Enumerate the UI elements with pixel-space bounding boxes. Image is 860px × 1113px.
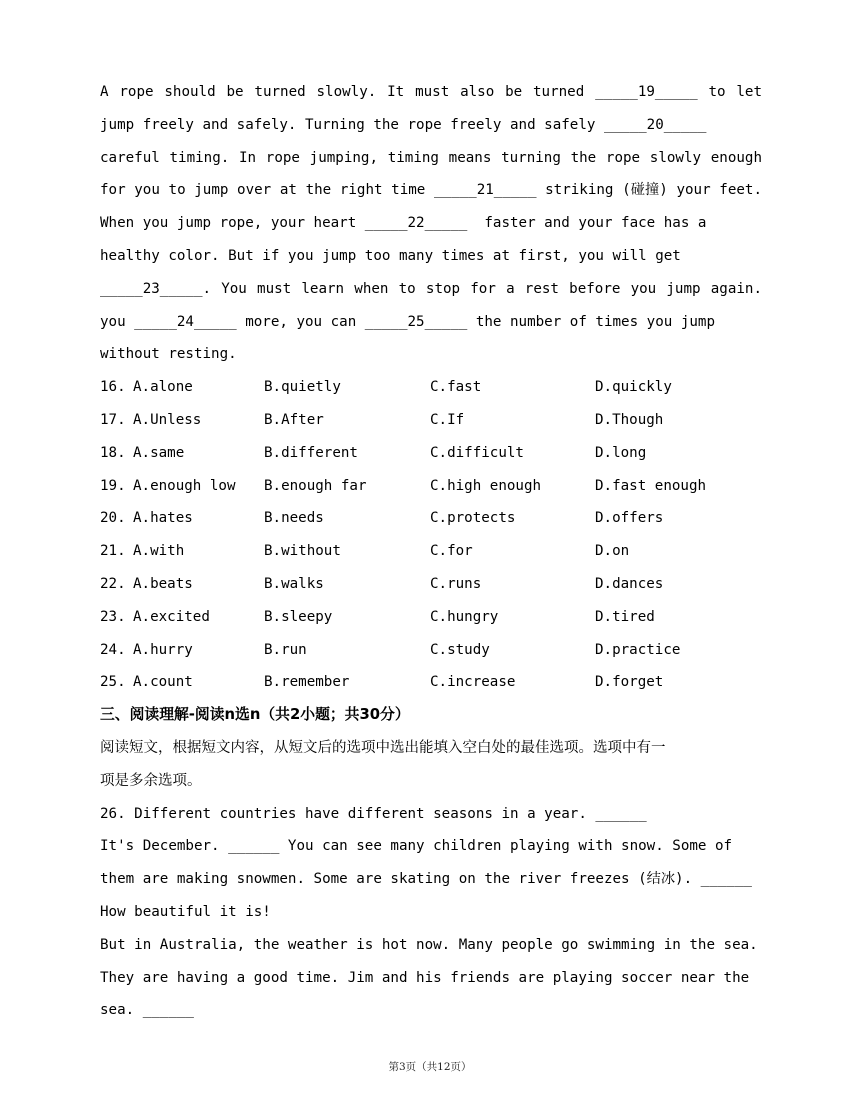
option-a: A.same xyxy=(133,444,185,461)
question-options-row xyxy=(100,535,762,568)
option-a: A.alone xyxy=(133,379,193,396)
section-heading: 三、阅读理解-阅读n选n（共2小题；共30分） xyxy=(100,706,410,724)
option-b: B.sleepy xyxy=(264,608,333,625)
option-b: B.without xyxy=(264,543,341,560)
passage-line: healthy color. But if you jump too many times at first, you will get xyxy=(100,247,681,264)
question-number: 19. xyxy=(100,477,126,494)
question-options-row xyxy=(100,404,762,437)
passage-line: without resting. xyxy=(100,346,237,363)
question-options-row xyxy=(100,470,762,503)
passage-line: When you jump rope, your heart _____22_____ faster and your face has a xyxy=(100,215,707,232)
question-number: 17. xyxy=(100,411,126,428)
option-d: D.forget xyxy=(595,674,664,691)
page-content xyxy=(100,76,762,1027)
option-b: B.run xyxy=(264,641,307,658)
question-number: 20. xyxy=(100,510,126,527)
option-d: D.on xyxy=(595,543,630,560)
option-b: B.quietly xyxy=(264,379,341,396)
option-a: A.with xyxy=(133,543,185,560)
question-number: 25. xyxy=(100,674,126,691)
option-a: A.hurry xyxy=(133,641,193,658)
option-d: D.fast enough xyxy=(595,477,707,494)
option-d: D.offers xyxy=(595,510,664,527)
option-c: C.increase xyxy=(430,674,516,691)
option-a: A.count xyxy=(133,674,193,691)
question-number: 16. xyxy=(100,379,126,396)
options-list xyxy=(100,371,762,699)
page-footer: 第3页（共12页） xyxy=(388,1061,472,1073)
section-instructions-line: 阅读短文，根据短文内容，从短文后的选项中选出能填入空白处的最佳选项。选项中有一 xyxy=(100,739,666,756)
option-c: C.high enough xyxy=(430,477,542,494)
option-c: C.fast xyxy=(430,379,482,396)
cloze-passage xyxy=(100,76,762,371)
option-b: B.enough far xyxy=(264,477,367,494)
option-c: C.protects xyxy=(430,510,516,527)
option-a: A.enough low xyxy=(133,477,236,494)
passage-line: for you to jump over at the right time _____21_____ striking (碰撞) your feet. xyxy=(100,182,762,199)
option-a: A.beats xyxy=(133,575,193,592)
option-c: C.study xyxy=(430,641,490,658)
option-c: C.hungry xyxy=(430,608,499,625)
question-options-row xyxy=(100,568,762,601)
option-c: C.runs xyxy=(430,575,482,592)
passage-line: 26. Different countries have different seasons in a year. ______ xyxy=(100,805,647,822)
passage-line: them are making snowmen. Some are skating on the river freezes (结冰). ______ xyxy=(100,871,752,888)
question-number: 22. xyxy=(100,575,126,592)
question-options-row xyxy=(100,437,762,470)
option-b: B.walks xyxy=(264,575,324,592)
option-a: A.excited xyxy=(133,608,210,625)
passage-line: _____23_____. You must learn when to stop for a rest before you jump again. xyxy=(100,280,762,297)
passage-line: you _____24_____ more, you can _____25_____ the number of times you jump xyxy=(100,313,715,330)
option-d: D.dances xyxy=(595,575,664,592)
option-d: D.quickly xyxy=(595,379,672,396)
option-c: C.for xyxy=(430,543,473,560)
question-number: 18. xyxy=(100,444,126,461)
passage-line: But in Australia, the weather is hot now. Many people go swimming in the sea. xyxy=(100,936,758,953)
question-number: 24. xyxy=(100,641,126,658)
question-options-row xyxy=(100,601,762,634)
passage-line: How beautiful it is! xyxy=(100,903,271,920)
question-number: 21. xyxy=(100,543,126,560)
option-c: C.difficult xyxy=(430,444,524,461)
passage-line: A rope should be turned slowly. It must also be turned _____19_____ to let xyxy=(100,84,762,100)
passage-line: careful timing. In rope jumping, timing means turning the rope slowly enough xyxy=(100,149,762,166)
option-b: B.remember xyxy=(264,674,350,691)
question-options-row xyxy=(100,634,762,667)
passage-line: They are having a good time. Jim and his friends are playing soccer near the xyxy=(100,969,750,986)
option-d: D.tired xyxy=(595,608,655,625)
passage-line: jump freely and safely. Turning the rope freely and safely _____20_____ xyxy=(100,116,707,133)
passage-line: sea. ______ xyxy=(100,1002,194,1019)
option-a: A.Unless xyxy=(133,411,202,428)
option-d: D.long xyxy=(595,444,647,461)
question-number: 23. xyxy=(100,608,126,625)
option-a: A.hates xyxy=(133,510,193,527)
option-b: B.After xyxy=(264,411,324,428)
passage-line: It's December. ______ You can see many children playing with snow. Some of xyxy=(100,838,733,855)
option-b: B.different xyxy=(264,444,358,461)
option-b: B.needs xyxy=(264,510,324,527)
section-instructions-line: 项是多余选项。 xyxy=(100,772,202,789)
question-options-row xyxy=(100,371,762,404)
question-options-row xyxy=(100,502,762,535)
option-d: D.Though xyxy=(595,411,664,428)
option-d: D.practice xyxy=(595,641,681,658)
question-options-row xyxy=(100,666,762,699)
option-c: C.If xyxy=(430,411,465,428)
reading-passage xyxy=(100,798,762,1028)
